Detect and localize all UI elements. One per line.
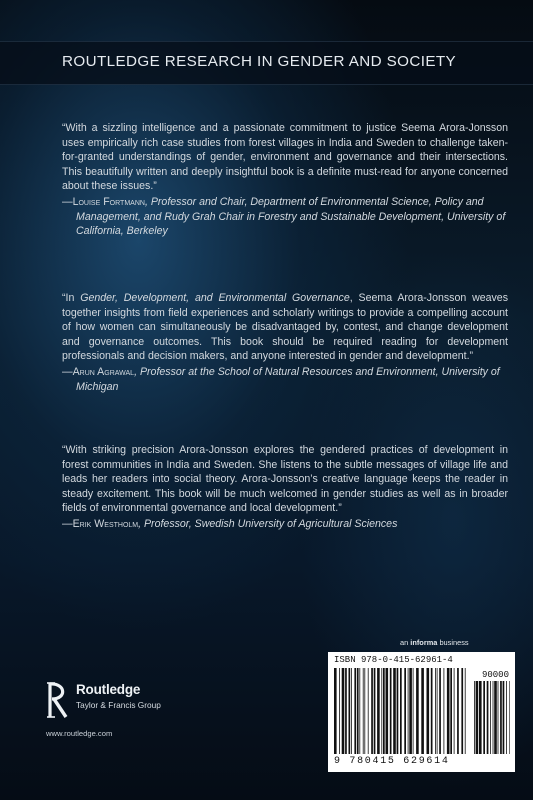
ean-barcode [334,668,468,754]
barcode-stripe [465,668,466,754]
informa-business-tag: an informa business [400,638,469,647]
barcode-stripe [383,668,385,754]
barcode-stripe [435,668,436,754]
endorser-role: , Professor, Swedish University of Agricultural Sciences [138,517,398,530]
endorsement-1 [62,121,508,239]
barcode-stripe [368,668,369,754]
barcode-stripe [351,668,352,754]
barcode-stripe [509,681,510,754]
barcode-stripe [404,668,406,754]
addon-barcode [474,681,510,754]
endorsement-attribution: —Louise Fortmann, Professor and Chair, Department of Environmental Science, Policy and Management, and Rudy Grah Chair in Forestry and Sustainable Development, University of California, Berkeley [62,195,506,238]
barcode-stripe [374,668,376,754]
barcode-stripe [342,668,345,754]
barcode-stripe [444,668,445,754]
barcode-stripe [421,668,424,754]
barcode-stripe [377,668,380,754]
barcode-stripe [476,681,479,754]
barcode-stripe [498,681,499,754]
endorser-name: Erik Westholm [72,517,139,530]
barcode-stripe [381,668,382,754]
barcode-stripe [454,668,455,754]
barcode-stripe [334,668,337,754]
endorser-name: Arun Agrawal [72,365,135,378]
barcode-stripe [479,681,482,754]
barcode-stripe [439,668,441,754]
routledge-r-icon [46,680,70,720]
barcode-stripe [457,668,459,754]
barcode-stripe [363,668,364,754]
barcode-stripe [364,668,365,754]
isbn-label: ISBN 978-0-415-62961-4 [334,655,453,665]
routledge-logo [46,680,176,728]
barcode-stripe [339,668,340,754]
barcode-stripe [494,681,497,754]
barcode-stripe [349,668,351,754]
barcode-stripe [371,668,373,754]
book-title: Gender, Development, and Environmental Governance [80,292,350,304]
endorsement-quote: “With a sizzling intelligence and a passionate commitment to justice Seema Arora-Jonsson uses empirically rich case studies from forest villages in India and Sweden to challenge taken-for-granted understandings of gender, environment and governance and their intersections. This beautifully written and deeply insightful book is a definite must-read for anyone concerned about these issues.” [62,122,508,193]
barcode-stripe [503,681,505,754]
barcode-stripe [447,668,450,754]
publisher-name: Routledge [76,682,141,697]
barcode-stripe [427,668,430,754]
endorser-role: , Professor and Chair, Department of Environmental Science, Policy and Management, and Rudy Grah Chair in Forestry and Sustainable Development, University of California, Berkeley [76,195,506,238]
publisher-group: Taylor & Francis Group [76,700,161,710]
publisher-website: www.routledge.com [46,729,113,738]
series-title: ROUTLEDGE RESEARCH IN GENDER AND SOCIETY [62,53,457,70]
price-code: 90000 [481,670,509,680]
endorser-role: , Professor at the School of Natural Resources and Environment, University of Michigan [76,365,500,393]
endorsement-2 [62,291,508,394]
endorsement-3 [62,443,508,532]
barcode-stripe [506,681,507,754]
barcode-stripe [386,668,389,754]
barcode-stripe [397,668,399,754]
barcode-stripe [461,668,463,754]
barcode-stripe [345,668,347,754]
barcode-panel [328,652,515,772]
barcode-stripe [416,668,419,754]
barcode-stripe [354,668,356,754]
barcode-stripe [500,681,502,754]
ean-digits: 9 780415 629614 [334,756,450,767]
endorsement-attribution: —Arun Agrawal, Professor at the School of Natural Resources and Environment, University of Michigan [62,365,500,393]
endorser-name: Louise Fortmann [72,195,145,208]
barcode-stripe [490,681,491,754]
endorsement-quote: “With striking precision Arora-Jonsson explores the gendered practices of development in forest communities in India and Sweden. She listens to the subtle messages of village life and leads her readers into social theory. Arora-Jonsson’s creative language keeps the reader in steady excitement. This book will be much welcomed in gender studies as well as in broader fields of environmental governance and local development.” [62,444,508,515]
barcode-stripe [359,668,360,754]
barcode-stripe [487,681,489,754]
barcode-stripe [390,668,392,754]
endorsement-quote: “In Gender, Development, and Environmental Governance, Seema Arora-Jonsson weaves together insights from field experiences and scholarly writings to provide a compelling account of how women can simultaneously be disadvantaged by, contest, and change development and governance outcomes. This book should be required reading for development professionals and decision makers, and anyone interested in gender and development.” [62,292,508,363]
barcode-stripe [431,668,433,754]
endorsement-attribution: —Erik Westholm, Professor, Swedish University of Agricultural Sciences [62,517,398,530]
barcode-stripe [409,668,412,754]
barcode-stripe [357,668,359,754]
barcode-stripe [493,681,494,754]
barcode-stripe [413,668,414,754]
barcode-stripe [437,668,438,754]
barcode-stripe [483,681,485,754]
barcode-stripe [400,668,402,754]
barcode-stripe [408,668,409,754]
barcode-stripe [450,668,452,754]
barcode-stripe [393,668,396,754]
barcode-stripe [474,681,475,754]
